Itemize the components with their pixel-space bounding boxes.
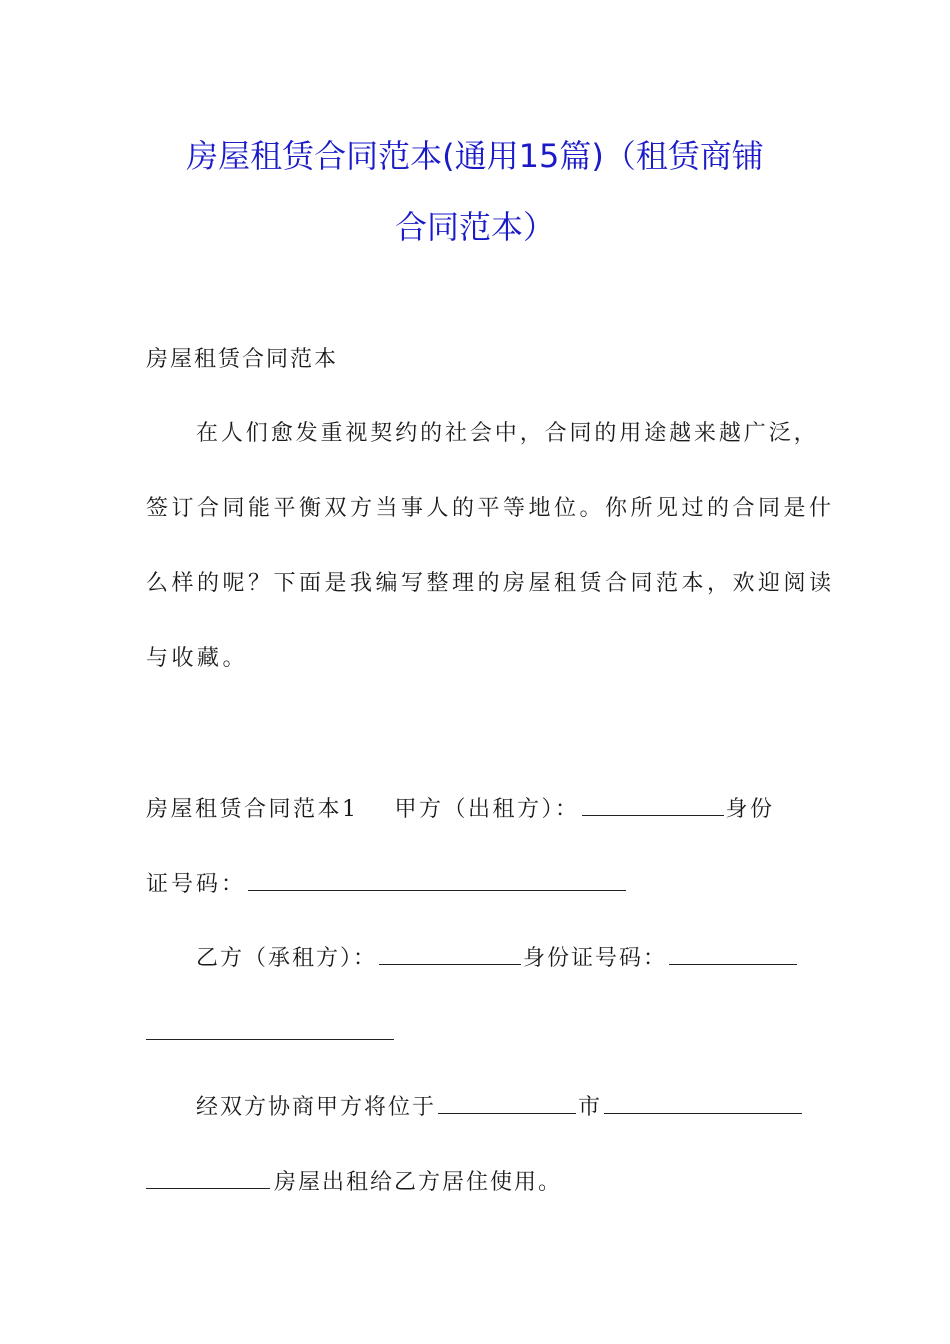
- paragraph-line: 么样的呢？下面是我编写整理的房屋租赁合同范本，欢迎阅读: [146, 571, 835, 596]
- title-line-2: 合同范本）: [394, 208, 555, 246]
- party-b-id-label: 身份证号码：: [523, 946, 668, 971]
- location-suffix: 房屋出租给乙方居住使用。: [274, 1170, 563, 1195]
- id-label: 身份: [725, 797, 775, 822]
- paragraph-line: 与收藏。: [146, 646, 249, 671]
- party-b-line: [196, 946, 799, 970]
- location-prefix: 经双方协商甲方将位于: [196, 1095, 437, 1120]
- party-b-id-blank: [669, 946, 797, 965]
- district-blank: [146, 1170, 270, 1189]
- paragraph-line: 签订合同能平衡双方当事人的平等地位。你所见过的合同是什: [146, 496, 835, 521]
- party-a-blank: [582, 797, 724, 816]
- location-line: [196, 1095, 804, 1119]
- location-blank: [438, 1095, 576, 1114]
- location-line-cont: [146, 1170, 562, 1194]
- party-b-id-blank-cont: [146, 1021, 394, 1040]
- party-b-id-line: [146, 1021, 394, 1045]
- party-a-id-line: [146, 872, 628, 896]
- city-label: 市: [578, 1095, 603, 1120]
- party-a-label: 甲方（出租方）：: [394, 797, 580, 822]
- contract-heading: 房屋租赁合同范本1: [146, 797, 359, 822]
- party-b-blank: [379, 946, 521, 965]
- contract-heading-line: [146, 797, 775, 821]
- party-b-label: 乙方（承租方）：: [196, 946, 378, 971]
- paragraph-line: 在人们愈发重视契约的社会中，合同的用途越来越广泛，: [196, 421, 819, 446]
- party-a-id-blank: [248, 872, 626, 891]
- id-label-cont: 证号码：: [146, 872, 247, 897]
- title-line-1: 房屋租赁合同范本(通用15篇)（租赁商铺: [186, 137, 764, 175]
- section-heading: 房屋租赁合同范本: [146, 347, 339, 372]
- city-blank: [604, 1095, 802, 1114]
